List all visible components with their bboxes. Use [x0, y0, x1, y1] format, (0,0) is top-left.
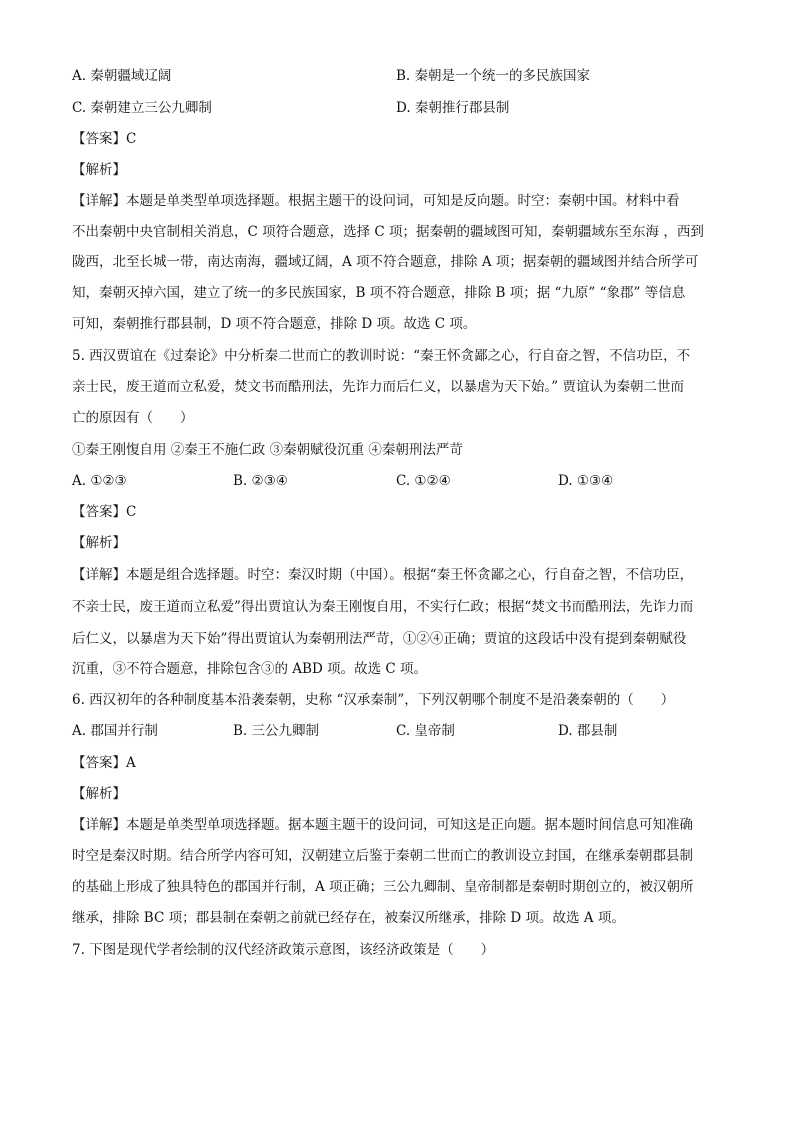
q5-analysis-label: 【解析】 [72, 535, 126, 551]
q6-option-a: A. 郡国并行制 [72, 723, 158, 739]
q6-detail-line: 【详解】本题是单类型单项选择题。据本题主题干的设问词，可知这是正向题。据本题时间信息可知准确 [72, 817, 693, 833]
q4-detail-line: 知，秦朝灭掉六国，建立了统一的多民族国家，B 项不符合题意，排除 B 项；据 “九原” “象郡” 等信息 [72, 285, 686, 301]
q4-option-a: A. 秦朝疆域辽阔 [72, 68, 172, 84]
q5-option-b: B. ②③④ [233, 473, 288, 489]
q6-analysis-label: 【解析】 [72, 786, 126, 802]
q6-option-b: B. 三公九卿制 [233, 723, 320, 739]
q5-stem-line: 亲士民，废王道而立私爱，焚文书而酷刑法，先诈力而后仁义，以暴虐为天下始。” 贾谊认为秦朝二世而 [72, 379, 684, 395]
q5-stem-line: 5. 西汉贾谊在《过秦论》中分析秦二世而亡的教训时说：“秦王怀贪鄙之心，行自奋之智，不信功臣，不 [72, 348, 691, 364]
q5-detail-line: 【详解】本题是组合选择题。时空：秦汉时期（中国）。根据“秦王怀贪鄙之心，行自奋之智，不信功臣， [72, 567, 694, 583]
q5-option-c: C. ①②④ [396, 473, 451, 489]
q5-option-a: A. ①②③ [72, 473, 127, 489]
q6-answer: 【答案】A [72, 755, 136, 771]
q4-analysis-label: 【解析】 [72, 162, 126, 178]
q4-detail-line: 不出秦朝中央官制相关消息，C 项符合题意，选择 C 项；据秦朝的疆域图可知，秦朝疆域东至东海 ，西到 [72, 224, 704, 240]
q6-detail-line: 的基础上形成了独具特色的郡国并行制，A 项正确；三公九卿制、皇帝制都是秦朝时期创立的，被汉朝所 [72, 879, 694, 895]
q6-option-d: D. 郡县制 [558, 723, 618, 739]
q4-detail-line: 可知，秦朝推行郡县制，D 项不符合题意，排除 D 项。故选 C 项。 [72, 316, 477, 332]
q4-option-d: D. 秦朝推行郡县制 [396, 100, 510, 116]
q5-detail-line: 沉重，③不符合题意，排除包含③的 ABD 项。故选 C 项。 [72, 661, 427, 677]
q5-answer: 【答案】C [72, 504, 137, 520]
q5-detail-line: 不亲士民，废王道而立私爱”得出贾谊认为秦王刚愎自用，不实行仁政；根据“焚文书而酷刑法，先诈力而 [72, 599, 694, 615]
q6-stem: 6. 西汉初年的各种制度基本沿袭秦朝，史称 “汉承秦制”，下列汉朝哪个制度不是沿袭秦朝的（ ） [72, 692, 675, 708]
q7-stem: 7. 下图是现代学者绘制的汉代经济政策示意图，该经济政策是（ ） [72, 942, 495, 958]
q5-option-d: D. ①③④ [558, 473, 614, 489]
q6-option-c: C. 皇帝制 [396, 723, 455, 739]
q5-items: ①秦王刚愎自用 ②秦王不施仁政 ③秦朝赋役沉重 ④秦朝刑法严苛 [72, 442, 463, 458]
q5-stem-line: 亡的原因有（ ） [72, 410, 194, 426]
q6-detail-line: 继承，排除 BC 项；郡县制在秦朝之前就已经存在，被秦汉所继承，排除 D 项。故选 A 项。 [72, 910, 625, 926]
q4-detail-line: 【详解】本题是单类型单项选择题。根据主题干的设问词，可知是反向题。时空：秦朝中国。材料中看 [72, 193, 680, 209]
q4-option-c: C. 秦朝建立三公九卿制 [72, 100, 212, 116]
q4-option-b: B. 秦朝是一个统一的多民族国家 [396, 68, 591, 84]
q6-detail-line: 时空是秦汉时期。结合所学内容可知，汉朝建立后鉴于秦朝二世而亡的教训设立封国，在继承秦朝郡县制 [72, 848, 693, 864]
q5-detail-line: 后仁义，以暴虐为天下始”得出贾谊认为秦朝刑法严苛，①②④正确；贾谊的这段话中没有提到秦朝赋役 [72, 631, 687, 647]
q4-answer: 【答案】C [72, 131, 137, 147]
q4-detail-line: 陇西，北至长城一带，南达南海，疆域辽阔，A 项不符合题意，排除 A 项；据秦朝的疆域图并结合所学可 [72, 254, 699, 270]
